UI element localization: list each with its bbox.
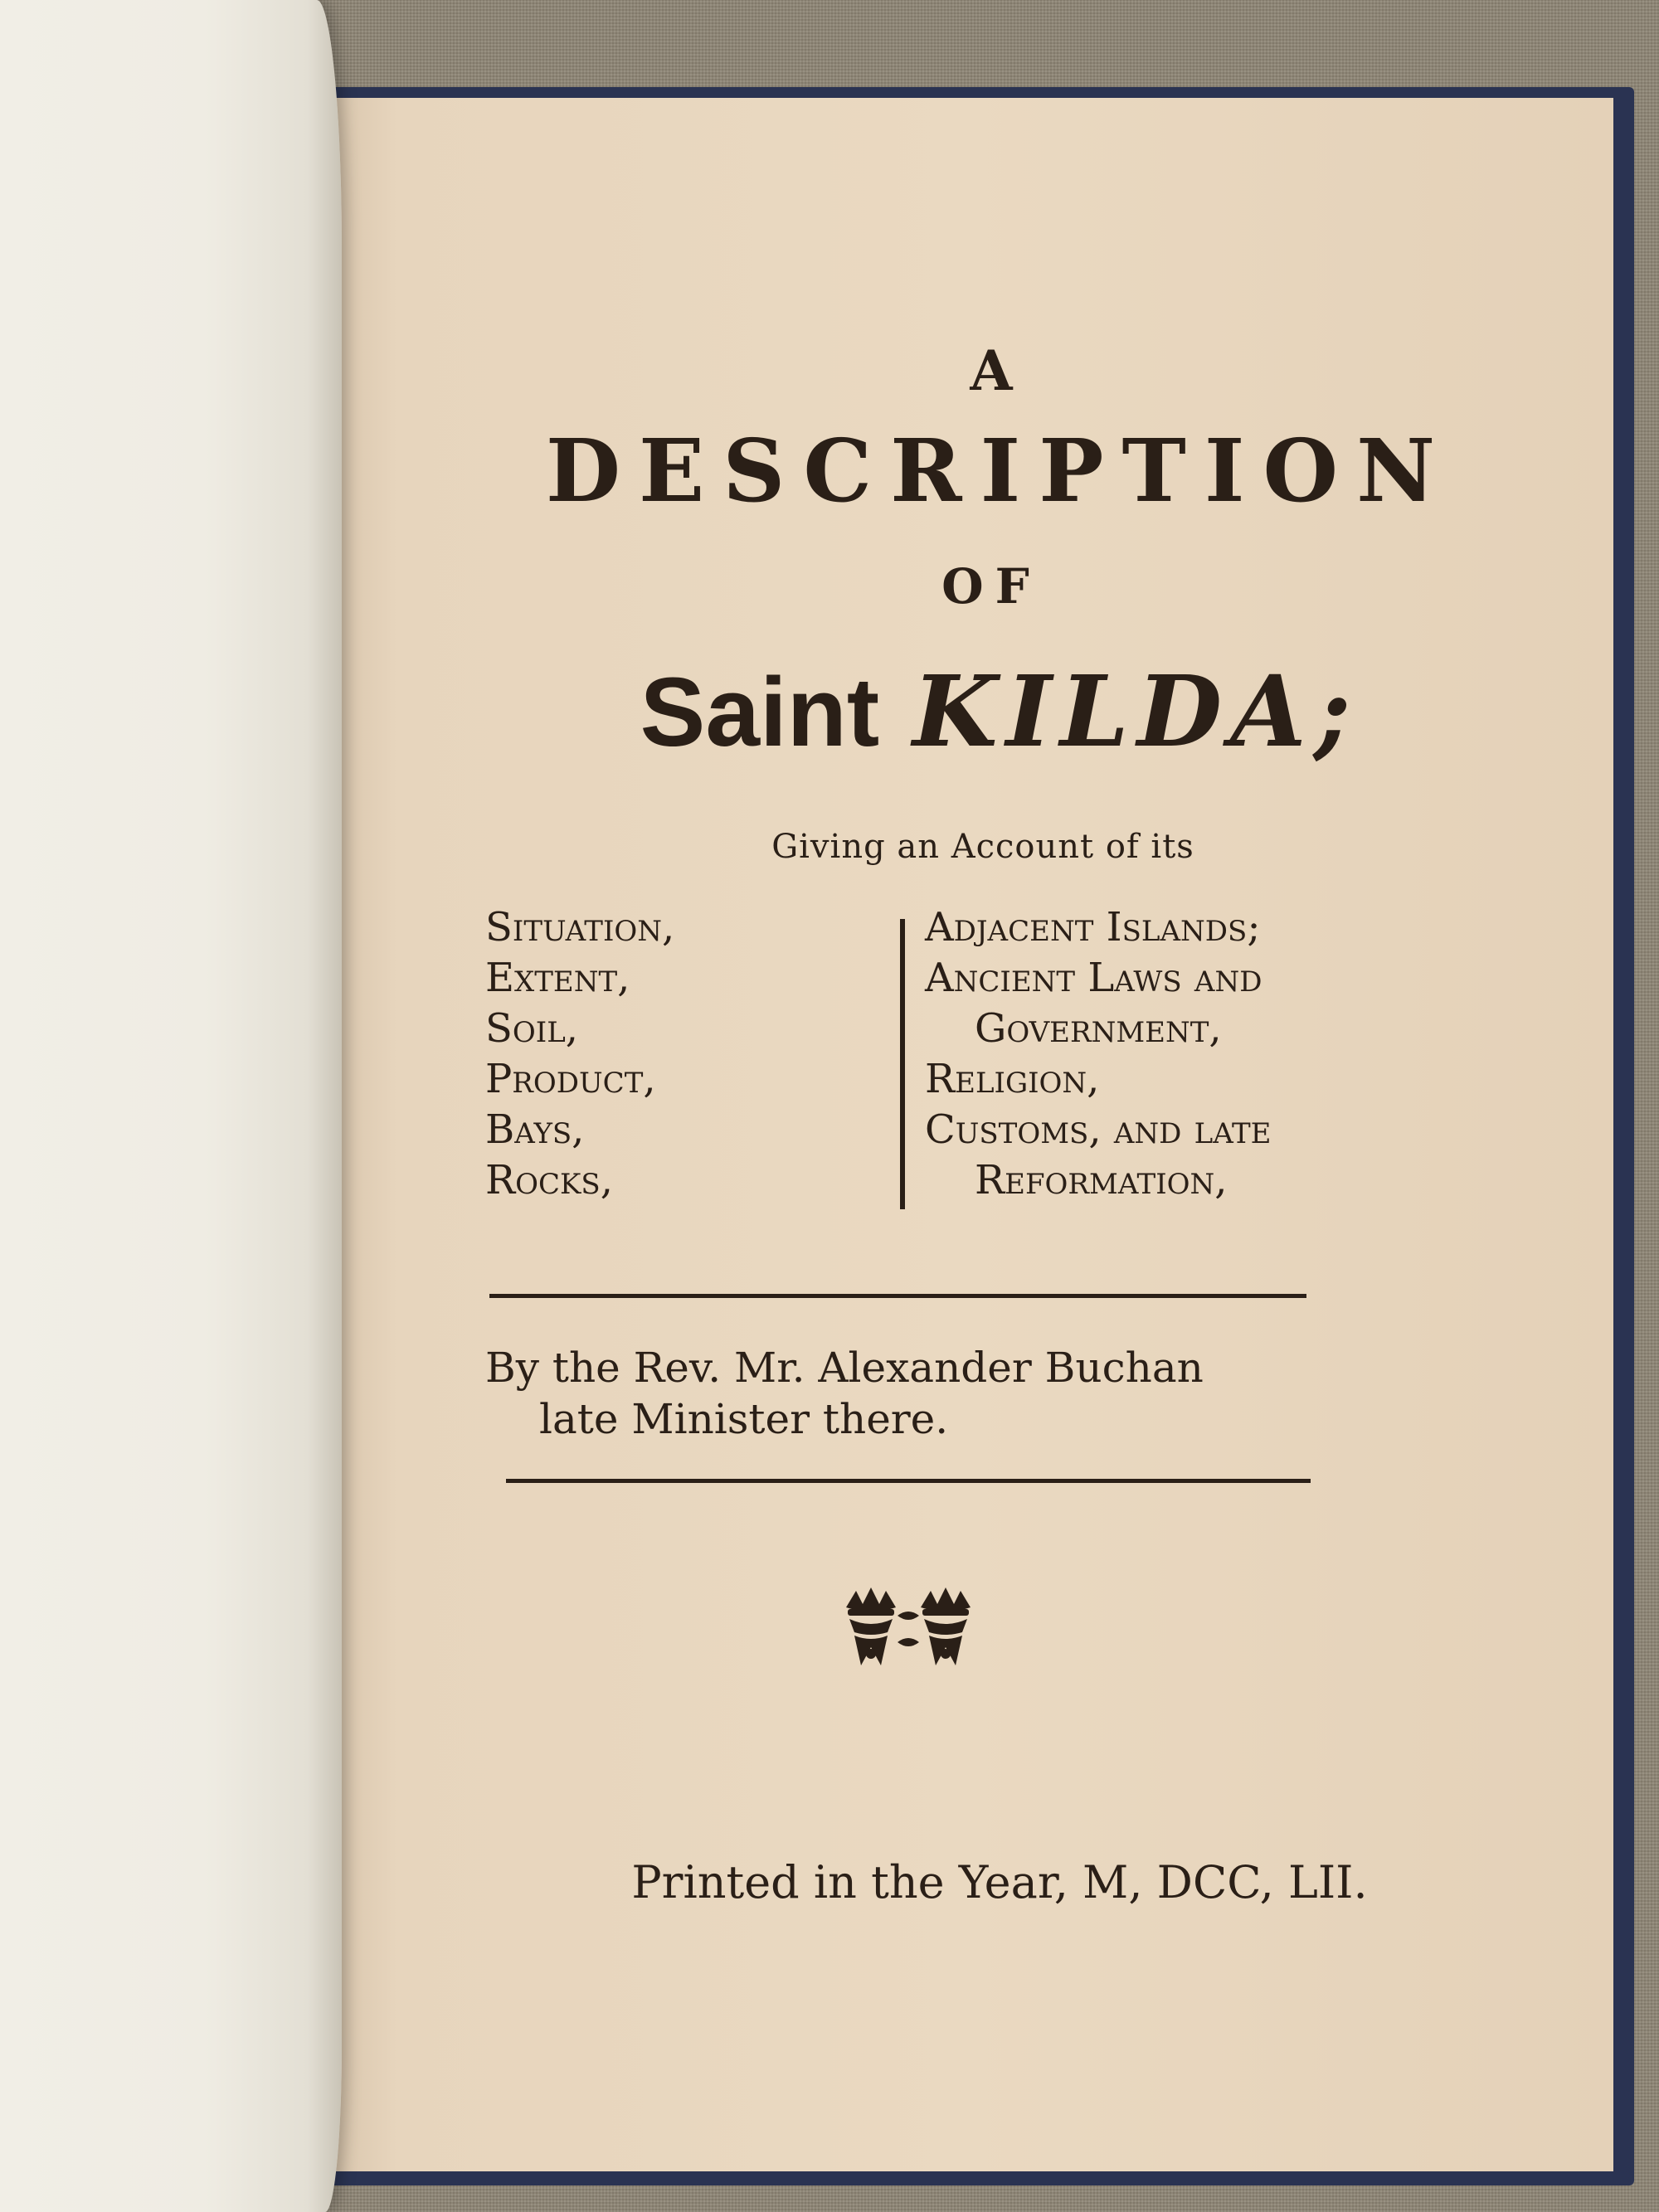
topic-item: Bays, (485, 1106, 585, 1153)
topic-item: Rocks, (485, 1157, 613, 1203)
horizontal-rule (489, 1294, 1306, 1298)
topic-item: Government, (975, 1005, 1222, 1052)
crown-fleuron-ornament-icon (838, 1582, 979, 1674)
title-page (319, 98, 1613, 2171)
topics-left-column (485, 902, 883, 1206)
topic-item: Adjacent Islands; (925, 904, 1261, 950)
horizontal-rule (506, 1479, 1311, 1483)
author-line: By the Rev. Mr. Alexander Buchan (485, 1344, 1204, 1392)
title-of: OF (941, 558, 1041, 615)
title-saint-kilda (435, 654, 1564, 769)
title-article: A (970, 338, 1013, 403)
topic-item: Product, (485, 1056, 656, 1102)
title-kilda: KILDA; (912, 654, 1360, 769)
topic-item: Religion, (925, 1056, 1100, 1102)
topic-item: Reformation, (975, 1157, 1228, 1203)
imprint-line: Printed in the Year, M, DCC, LII. (631, 1856, 1368, 1908)
author-credit (485, 1342, 1514, 1445)
topic-item: Soil, (485, 1005, 579, 1052)
topic-item: Ancient Laws and (925, 955, 1262, 1001)
topic-item: Extent, (485, 955, 630, 1001)
author-role: late Minister there. (539, 1395, 949, 1443)
topic-item: Customs, and late (925, 1106, 1272, 1153)
title-saint: Saint (640, 658, 880, 767)
topic-item: Situation, (485, 904, 675, 950)
blank-left-page (0, 0, 342, 2212)
topics-right-column (925, 902, 1555, 1206)
subtitle: Giving an Account of its (771, 828, 1194, 866)
title-description: DESCRIPTION (545, 420, 1454, 522)
topics-column-divider (900, 919, 905, 1209)
